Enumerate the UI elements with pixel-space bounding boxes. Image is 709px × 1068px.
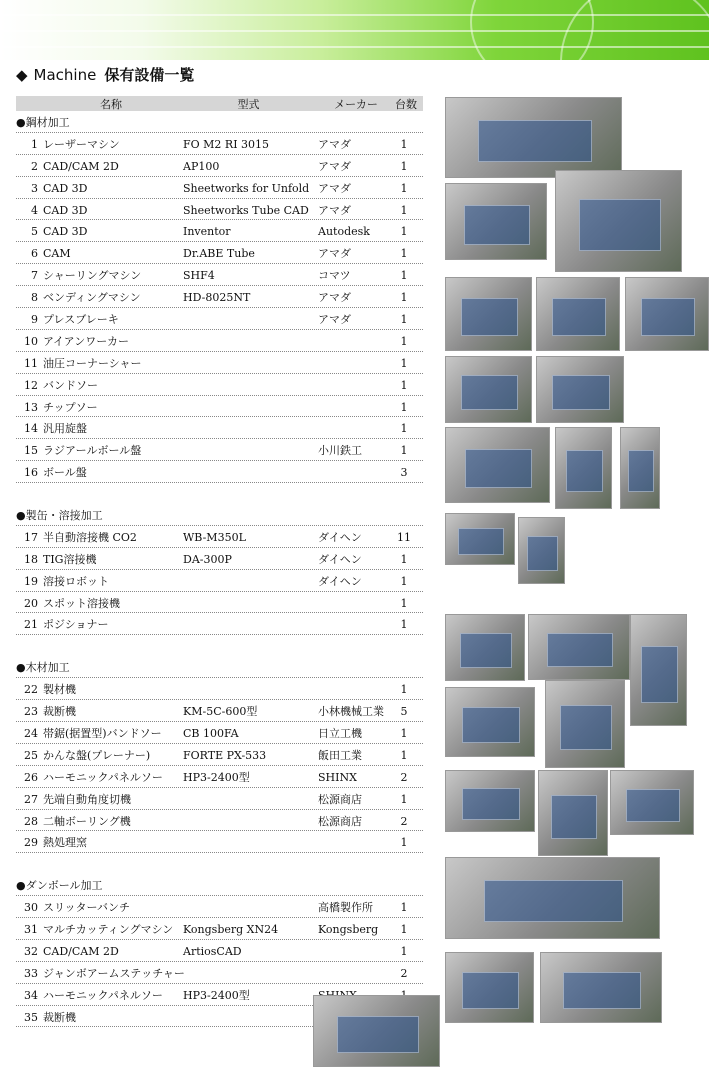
table-row — [16, 330, 423, 352]
table-row — [16, 788, 423, 810]
row-model: FO M2 RI 3015 — [183, 137, 270, 151]
table-row — [16, 744, 423, 766]
machine-shape — [566, 450, 603, 492]
row-qty: 1 — [400, 922, 408, 936]
machine-shape — [527, 536, 558, 571]
row-name: スリッターバンチ — [43, 901, 131, 915]
row-number: 23 — [24, 705, 38, 719]
row-qty: 1 — [400, 313, 408, 327]
table-row — [16, 177, 423, 199]
row-number: 9 — [31, 313, 38, 327]
row-name: 帯鋸(据置型)バンドソー — [43, 726, 162, 740]
row-maker: 小林機械工業 — [318, 705, 384, 719]
row-number: 10 — [24, 334, 38, 348]
row-number: 16 — [24, 466, 38, 480]
kongsberg-photo — [313, 995, 440, 1067]
machine-shape — [552, 375, 609, 410]
table-row — [16, 613, 423, 635]
row-maker: コマツ — [318, 269, 351, 283]
row-name: シャーリングマシン — [43, 269, 142, 283]
row-name: バンドソー — [43, 378, 98, 392]
diamond-icon: ◆ — [16, 66, 28, 84]
table-row — [16, 700, 423, 722]
row-maker: ダイヘン — [318, 552, 362, 566]
row-number: 17 — [24, 530, 38, 544]
row-number: 21 — [24, 618, 38, 632]
table-row — [16, 242, 423, 264]
row-qty: 1 — [400, 291, 408, 305]
machine-shape — [337, 1016, 419, 1053]
machine-shape — [579, 199, 661, 251]
row-qty: 1 — [400, 901, 408, 915]
row-qty: 1 — [400, 574, 408, 588]
row-number: 31 — [24, 922, 38, 936]
table-row — [16, 308, 423, 330]
header-maker: メーカー — [334, 98, 378, 111]
row-number: 32 — [24, 944, 38, 958]
row-name: 汎用旋盤 — [43, 422, 87, 436]
table-row — [16, 896, 423, 918]
row-qty: 1 — [400, 444, 408, 458]
page-title-ja: 保有設備一覧 — [104, 66, 195, 84]
row-model: Dr.ABE Tube — [183, 247, 255, 261]
row-model: Kongsberg XN24 — [183, 922, 279, 936]
row-name: ジャンボアームステッチャー — [43, 966, 185, 980]
table-row — [16, 220, 423, 242]
table-row — [16, 678, 423, 700]
row-number: 34 — [24, 988, 38, 1002]
row-qty: 1 — [400, 726, 408, 740]
table-row — [16, 439, 423, 461]
header-qty: 台数 — [395, 98, 417, 111]
row-name: 裁断機 — [43, 1010, 76, 1024]
row-number: 27 — [24, 792, 38, 806]
row-name: 二軸ボーリング機 — [43, 814, 131, 828]
row-name: プレスブレーキ — [43, 313, 119, 327]
row-model: KM-5C-600型 — [183, 705, 258, 719]
band-saw-photo — [445, 356, 532, 423]
table-row — [16, 286, 423, 308]
chip-saw-photo — [536, 356, 624, 423]
row-maker: Autodesk — [318, 225, 370, 239]
row-qty: 1 — [400, 225, 408, 239]
row-name: ハーモニックパネルソー — [43, 770, 163, 784]
row-qty: 1 — [400, 137, 408, 151]
row-name: 先端自動角度切機 — [43, 792, 131, 806]
row-name: TIG溶接機 — [43, 552, 97, 566]
machine-shape — [464, 205, 530, 245]
welder-photo — [445, 513, 515, 565]
table-row — [16, 548, 423, 570]
lathe-photo — [445, 427, 550, 503]
table-row — [16, 352, 423, 374]
row-name: 油圧コーナーシャー — [43, 356, 142, 370]
table-row — [16, 722, 423, 744]
sawmill-photo — [445, 614, 525, 681]
row-qty: 1 — [400, 159, 408, 173]
row-qty: 1 — [400, 792, 408, 806]
table-row — [16, 570, 423, 592]
row-maker: アマダ — [318, 159, 351, 173]
row-qty: 1 — [400, 748, 408, 762]
row-name: ハーモニックパネルソー — [43, 988, 163, 1002]
row-number: 1 — [31, 137, 38, 151]
machine-shape — [641, 298, 695, 336]
row-number: 24 — [24, 726, 38, 740]
row-model: Inventor — [183, 225, 231, 239]
row-qty: 1 — [400, 247, 408, 261]
row-name: アイアンワーカー — [43, 334, 130, 348]
iron-worker-photo — [536, 277, 620, 351]
row-number: 11 — [24, 356, 38, 370]
header-model: 型式 — [237, 98, 260, 111]
row-number: 12 — [24, 378, 38, 392]
row-qty: 1 — [400, 836, 408, 850]
row-qty: 1 — [400, 552, 408, 566]
table-row — [16, 461, 423, 483]
row-number: 18 — [24, 552, 38, 566]
row-name: 製材機 — [43, 683, 76, 697]
row-number: 20 — [24, 596, 38, 610]
machine-shape — [462, 707, 520, 743]
section-title: ●木材加工 — [16, 656, 423, 678]
section-title: ●ダンボール加工 — [16, 874, 423, 896]
row-maker: 高橋製作所 — [318, 901, 373, 915]
row-qty: 1 — [400, 596, 408, 610]
row-qty: 3 — [400, 466, 408, 480]
row-maker: SHINX — [318, 770, 357, 784]
row-qty: 1 — [400, 181, 408, 195]
row-name: CAD 3D — [43, 203, 88, 217]
machine-shape — [484, 880, 622, 922]
bending-machine-photo — [555, 170, 682, 272]
row-model: DA-300P — [183, 552, 232, 566]
cardboard-panel-saw-photo — [540, 952, 662, 1023]
row-maker: ダイヘン — [318, 574, 362, 588]
equipment-table — [16, 96, 423, 1027]
machine-shape — [462, 972, 520, 1009]
row-maker: アマダ — [318, 291, 351, 305]
row-qty: 1 — [400, 618, 408, 632]
row-model: CB 100FA — [183, 726, 239, 740]
drill-press-photo — [620, 427, 660, 509]
row-maker: 小川鉄工 — [318, 444, 362, 458]
row-name: チップソー — [43, 400, 98, 414]
machine-shape — [641, 646, 678, 703]
laser-machine-photo — [445, 97, 622, 178]
boring-machine-photo — [538, 770, 608, 856]
row-name: CAM — [43, 247, 71, 261]
corner-shear-photo — [625, 277, 709, 351]
row-number: 13 — [24, 400, 38, 414]
page-title-en: Machine — [33, 66, 97, 84]
machine-shape — [547, 633, 613, 667]
row-number: 8 — [31, 291, 38, 305]
row-number: 14 — [24, 422, 38, 436]
row-qty: 1 — [400, 356, 408, 370]
row-number: 26 — [24, 770, 38, 784]
table-row — [16, 374, 423, 396]
machine-shape — [461, 298, 517, 336]
slitter-photo — [445, 857, 660, 939]
row-name: 半自動溶接機 CO2 — [43, 530, 137, 544]
table-row — [16, 592, 423, 614]
page-title — [16, 64, 194, 86]
row-model: HP3-2400型 — [183, 988, 250, 1002]
row-qty: 1 — [400, 334, 408, 348]
row-number: 2 — [31, 159, 38, 173]
machine-shape — [478, 120, 592, 162]
row-number: 30 — [24, 901, 38, 915]
planer-photo — [445, 687, 535, 757]
row-name: CAD 3D — [43, 225, 88, 239]
machine-shape — [460, 633, 512, 668]
row-maker: 日立工機 — [318, 726, 362, 740]
row-name: CAD/CAM 2D — [43, 159, 119, 173]
row-name: CAD/CAM 2D — [43, 944, 119, 958]
row-name: スポット溶接機 — [43, 596, 120, 610]
row-qty: 2 — [400, 966, 408, 980]
row-model: Sheetworks Tube CAD — [183, 203, 309, 217]
row-qty: 1 — [400, 269, 408, 283]
row-number: 33 — [24, 966, 38, 980]
row-qty: 1 — [400, 378, 408, 392]
table-row — [16, 199, 423, 221]
row-qty: 2 — [400, 814, 408, 828]
row-name: CAD 3D — [43, 181, 88, 195]
banner-arc — [560, 0, 709, 60]
welding-robot-photo — [518, 517, 565, 584]
stitcher-photo — [445, 952, 534, 1023]
table-row — [16, 962, 423, 984]
row-maker: Kongsberg — [318, 922, 379, 936]
row-maker: アマダ — [318, 203, 351, 217]
row-name: ベンディングマシン — [43, 291, 141, 305]
cutting-machine-photo — [528, 614, 630, 680]
row-number: 4 — [31, 203, 38, 217]
machine-shape — [551, 795, 597, 839]
row-name: マルチカッティングマシン — [43, 922, 174, 936]
machine-shape — [461, 375, 517, 410]
table-row — [16, 133, 423, 155]
row-model: WB-M350L — [183, 530, 246, 544]
heat-treatment-photo — [610, 770, 694, 835]
press-brake-photo — [445, 277, 532, 351]
header-name: 名称 — [100, 98, 122, 111]
row-name: かんな盤(プレーナー) — [43, 748, 151, 762]
row-maker: 松源商店 — [318, 792, 362, 806]
machine-shape — [552, 298, 606, 336]
row-qty: 5 — [400, 705, 408, 719]
machine-shape — [458, 528, 504, 555]
angle-cutter-photo — [445, 770, 535, 832]
row-number: 19 — [24, 574, 38, 588]
row-model: FORTE PX-533 — [183, 748, 267, 762]
section-title: ●鋼材加工 — [16, 111, 423, 133]
row-qty: 1 — [400, 203, 408, 217]
row-number: 35 — [24, 1010, 38, 1024]
row-maker: アマダ — [318, 137, 351, 151]
row-model: Sheetworks for Unfold — [183, 181, 310, 195]
shearing-machine-photo — [445, 183, 547, 260]
row-number: 25 — [24, 748, 38, 762]
row-model: ArtiosCAD — [183, 944, 242, 958]
section-title: ●製缶・溶接加工 — [16, 504, 423, 526]
row-model: SHF4 — [183, 269, 215, 283]
row-maker: 飯田工業 — [318, 748, 362, 762]
row-maker: アマダ — [318, 247, 351, 261]
row-name: 熱処理窯 — [43, 836, 87, 850]
row-name: ボール盤 — [43, 466, 87, 480]
row-maker: アマダ — [318, 181, 351, 195]
vertical-band-saw-photo — [630, 614, 687, 726]
table-row — [16, 918, 423, 940]
table-row — [16, 396, 423, 418]
panel-saw-photo — [545, 680, 625, 768]
row-name: ラジアールボール盤 — [43, 444, 142, 458]
table-header — [16, 96, 423, 111]
section-gap — [16, 853, 423, 874]
radial-drill-photo — [555, 427, 612, 509]
row-model: AP100 — [183, 159, 220, 173]
row-number: 5 — [31, 225, 38, 239]
table-row — [16, 417, 423, 439]
table-row — [16, 264, 423, 286]
section-gap — [16, 635, 423, 656]
row-qty: 1 — [400, 683, 408, 697]
table-row — [16, 766, 423, 788]
row-maker: ダイヘン — [318, 530, 362, 544]
row-name: 裁断機 — [43, 705, 76, 719]
row-qty: 2 — [400, 770, 408, 784]
row-model: HP3-2400型 — [183, 770, 250, 784]
row-qty: 1 — [400, 944, 408, 958]
section-gap — [16, 483, 423, 504]
machine-shape — [628, 450, 654, 492]
row-number: 29 — [24, 836, 38, 850]
row-number: 7 — [31, 269, 38, 283]
table-row — [16, 155, 423, 177]
row-model: HD-8025NT — [183, 291, 251, 305]
row-maker: 松源商店 — [318, 814, 362, 828]
table-row — [16, 940, 423, 962]
machine-shape — [465, 449, 533, 488]
table-row — [16, 810, 423, 832]
table-row — [16, 526, 423, 548]
table-body — [16, 111, 423, 1027]
machine-shape — [462, 788, 520, 820]
row-qty: 1 — [400, 422, 408, 436]
row-name: 溶接ロボット — [43, 574, 109, 588]
row-qty: 11 — [397, 530, 411, 544]
machine-shape — [560, 705, 612, 750]
row-number: 22 — [24, 683, 38, 697]
row-maker: アマダ — [318, 313, 351, 327]
header-banner — [0, 0, 709, 60]
machine-shape — [626, 789, 680, 823]
row-qty: 1 — [400, 400, 408, 414]
row-number: 6 — [31, 247, 38, 261]
row-number: 15 — [24, 444, 38, 458]
row-name: ポジショナー — [43, 618, 109, 632]
row-name: レーザーマシン — [43, 137, 120, 151]
machine-shape — [563, 972, 642, 1009]
row-number: 28 — [24, 814, 38, 828]
row-number: 3 — [31, 181, 38, 195]
table-row — [16, 831, 423, 853]
